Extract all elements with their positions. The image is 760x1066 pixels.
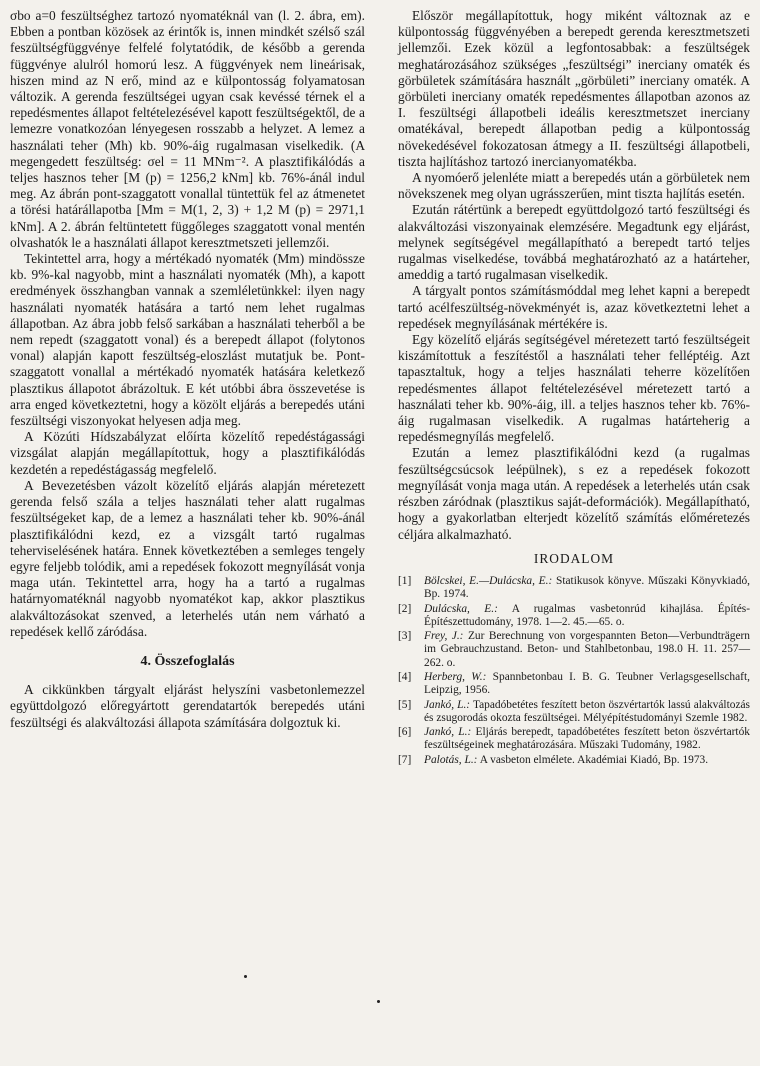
reference-author: Frey, J.: (424, 630, 464, 643)
right-column (398, 8, 750, 768)
reference-number: [4] (398, 670, 412, 683)
paragraph-5: Először megállapítottuk, hogy miként változnak az e külpontosság függvényében a berepedt gerenda keresztmetszeti jellemzői. Ezek közül a legfontosabbak: a feszültségek meghatározásához szükséges „feszültségi” inerciany omaték és görbületek számítására használt „görbületi” inerciany omaték. A görbületi inerciany omaték repedésmentes állapotban azonos az I. feszültségi állapotbeli ideális keresztmetszet inerciany omatékával, berepedt állapotban pedig a külpontosság növekedésével fokozatosan átmegy a II. feszültségi állapotbeli, tiszta hajlításhoz tartozó inercianyomatékba. (398, 8, 750, 169)
reference-list (398, 575, 750, 767)
reference-number: [7] (398, 753, 412, 766)
reference-text: Zur Berechnung von vorgespannten Beton—Verbundträgern im Gebrauchzustand. Beton- und Stahlbetonbau, 198.0 H. 11. 257—262. o. (424, 630, 751, 669)
paragraph-6: A nyomóerő jelenléte miatt a berepedés után a görbületek nem növekszenek meg olyan ugrásszerűen, mint tiszta hajlítás esetén. (398, 170, 750, 202)
section-heading: 4. Összefoglalás (140, 653, 235, 669)
paragraph-10: Ezután a lemez plasztifikálódni kezd (a rugalmas feszültségcsúcsok leépülnek), s ez a repedések fokozott megnyílását vonja maga után. A repedések a leterhelés után csak részben záródnak (plasztikus saját-deformációk). Megállapítható, hogy a gyakorlatban elterjedt közelítő számítás előméretezés céljára alkalmazható. (398, 445, 750, 542)
reference-item (398, 575, 750, 602)
print-speck (244, 975, 247, 978)
left-column (10, 8, 365, 731)
reference-author: Jankó, L.: (424, 698, 471, 711)
reference-item (398, 754, 750, 767)
reference-author: Dulácska, E.: (424, 602, 498, 615)
reference-author: Bölcskei, E.—Dulácska, E.: (424, 574, 553, 587)
reference-item (398, 630, 750, 670)
summary-paragraph: A cikkünkben tárgyalt eljárást helyszíni vasbetonlemezzel együttdolgozó előregyártott gerendatartók berepedés utáni feszültségi és alakváltozási állapota számítására dolgoztuk ki. (10, 682, 365, 730)
reference-text: Eljárás berepedt, tapadóbetétes feszített beton öszvértartók feszültségeinek meghatározására. Műszaki Tudomány, 1982. (424, 726, 750, 752)
reference-author: Herberg, W.: (424, 670, 487, 683)
paragraph-3: A Közúti Hídszabályzat előírta közelítő repedéstágassági vizsgálat alapján megállapítottuk, hogy a plasztifikálódás kezdetén a repedéstágasság megfelelő. (10, 429, 365, 477)
paragraph-4: A Bevezetésben vázolt közelítő eljárás alapján méretezett gerenda felső szála a teljes használati teher alatt rugalmas feszültségeket kap, de a lemez a használati teher kb. 90%-ánál plasztifikálódni kezd, ez a vizsgált tartó rugalmas teherviselésének határa. Ennek következtében a semleges tengely egyre feljebb tolódik, ami a repedések fokozott megnyílását vonja maga után. Tekintettel arra, hogy ha a tartó a rugalmas határnyomatéknál nagyobb nyomatékot kap, akkor plasztikus alakváltozásokat szenved, a leterhelés után nem várható a repedések kellő záródása. (10, 477, 365, 639)
reference-number: [5] (398, 698, 412, 711)
reference-number: [2] (398, 602, 412, 615)
paragraph-7: Ezután rátértünk a berepedt együttdolgozó tartó feszültségi és alakváltozási viszonyainak elemzésére. Megadtunk egy eljárást, melynek segítségével megállapítható a berepedt tartó teljes rugalmas viselkedése, továbbá meghatározható az a határteher, ameddig a tartó rugalmasan viselkedik. (398, 202, 750, 283)
reference-text: Spannbetonbau I. B. G. Teubner Verlagsgesellschaft, Leipzig, 1956. (424, 670, 750, 697)
paragraph-9: Egy közelítő eljárás segítségével méretezett tartó feszültségeit kiszámítottuk a feszítéstől a használati teher felléptéig. Azt tapasztaltuk, hogy a teljes használati teherre közelítően repedésmentes állapot feltételezésével méretezett tartó a használati teher kb. 90%-áig, ill. a teljes hasznos teher kb. 76%-áig rugalmasan viselkedik. A rugalmas határteherig a repedésmegnyílás megfelelő. (398, 332, 750, 445)
reference-text: Tapadóbetétes feszített beton öszvértartók lassú alakváltozás és zsugorodás okozta feszültségei. Mélyépítéstudományi Szemle 1982. (424, 698, 750, 724)
reference-item (398, 603, 750, 630)
references-title: IRODALOM (533, 550, 615, 566)
reference-author: Jankó, L.: (424, 726, 472, 739)
reference-number: [6] (398, 726, 412, 739)
paragraph-1: σbo a=0 feszültséghez tartozó nyomatéknál van (l. 2. ábra, em). Ebben a pontban közösek az érintők is, innen mindkét szélső szál feszültségfüggvénye felfelé folytatódik, de később a gerenda függvénye alulról homorú lesz. A függvények nem lineárisak, hiszen mind az N erő, mind az e külpontosság folyamatosan változik. A gerenda feszültségei ugyan csak kevéssé térnek el a repedésmentes állapot feltételezésével kapott feszültségektől, de a lemezre vonatkozóan lényegesen rosszabb a helyzet. A lemez a használati teher (Mh) kb. 90%-áig rugalmasan viselkedik. (A megengedett feszültség: σel = 11 MNm⁻². A plasztifikálódás a teljes hasznos teher [M (p) = 1256,2 kNm] kb. 76%-ánál indul meg. Az ábrán pont-szaggatott vonallal tüntettük fel az átmenetet a törési határállapotba [Mm = M(1, 2, 3) + 1,2 M (p) = 2971,1 kNm]. A 2. ábrán feltüntetett függőleges szaggatott vonal mentén olvashatók le a használati állapot keresztmetszeti jellemzői. (10, 8, 365, 250)
reference-text: A vasbeton elmélete. Akadémiai Kiadó, Bp. 1973. (479, 753, 709, 766)
paragraph-8: A tárgyalt pontos számításmóddal meg lehet kapni a berepedt tartó acélfeszültség-növekményét is, azaz következtetni lehet a repedések megnyílásának mértékére is. (398, 283, 750, 331)
reference-author: Palotás, L.: (424, 753, 478, 766)
reference-number: [1] (398, 574, 412, 587)
reference-item (398, 699, 750, 726)
reference-text: A rugalmas vasbetonrúd kihajlása. Építés-Építészettudomány, 1978. 1—2. 45.—65. o. (424, 602, 750, 628)
reference-number: [3] (398, 630, 412, 643)
reference-text: Statikusok könyve. Műszaki Könyvkiadó, Bp. 1974. (424, 574, 750, 601)
reference-item (398, 726, 750, 753)
print-speck (377, 1000, 380, 1003)
reference-item (398, 671, 750, 698)
paragraph-2: Tekintettel arra, hogy a mértékadó nyomaték (Mm) mindössze kb. 9%-kal nagyobb, mint a használati nyomaték (Mh), a kapott eredmények összhangban vannak a szemléletünkkel: ilyen nagy használati nyomaték hatására a tartó nem lehet rugalmas állapotban. Az ábra jobb felső sarkában a használati teherből a be nem repedt (szaggatott vonal) és a berepedt állapot (folytonos vonal) alapján kapott feszültség-eloszlást mutatjuk be. Pont-szaggatott vonallal a mértékadó nyomaték hatására keletkező plasztikus állapotot ábrázoltuk. E két utóbbi ábra összevetése is arra enged következtetni, hogy a közölt eljárás a berepedés utáni feszültségi viszonyokat helyesen adja meg. (10, 251, 365, 429)
